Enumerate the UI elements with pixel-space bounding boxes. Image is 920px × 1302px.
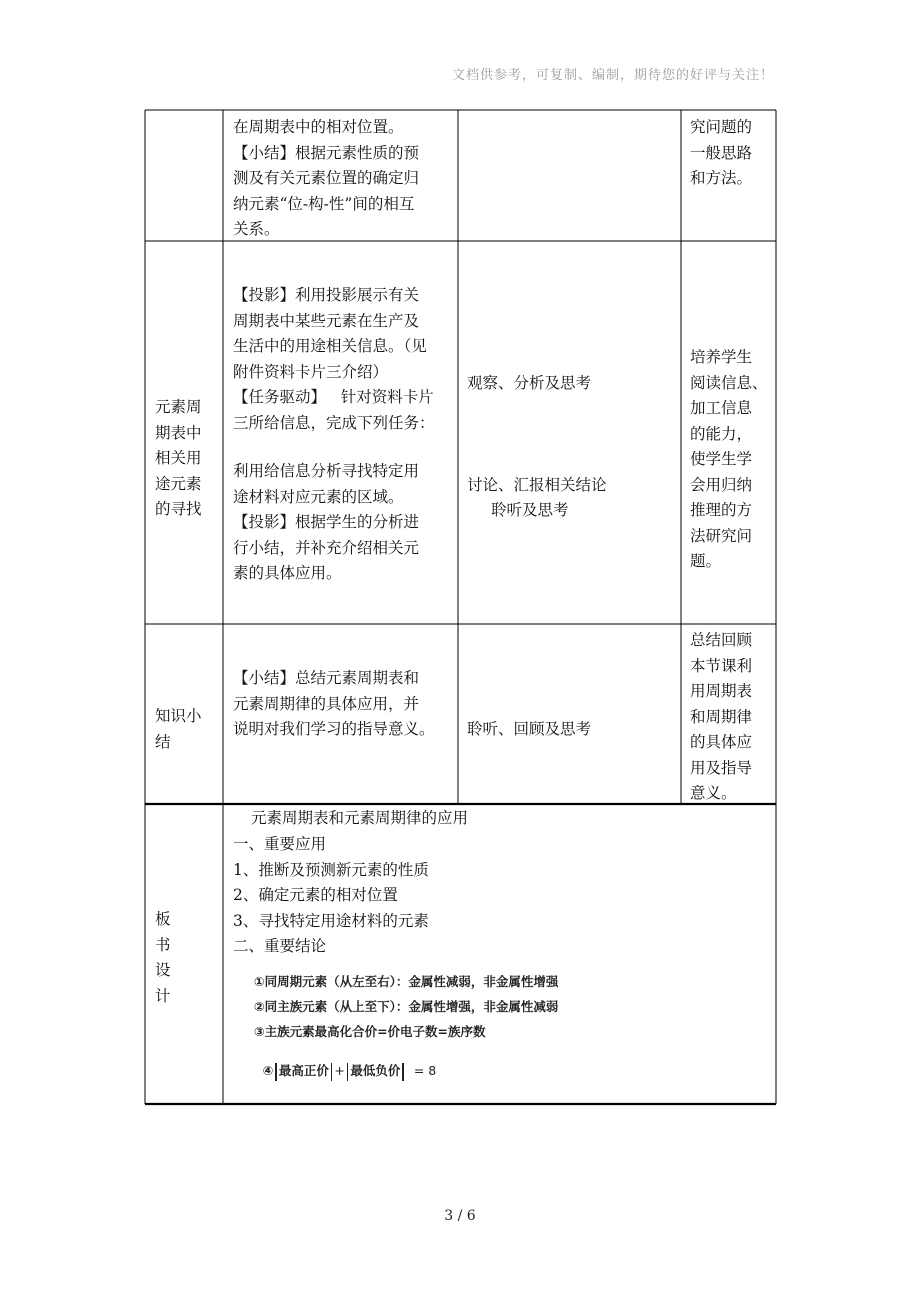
row0-teacher-cell: 在周期表中的相对位置。 【小结】根据元素性质的预 测及有关元素位置的确定归 纳元素“位-构-性”间的相互 关系。 [233, 118, 420, 238]
formula-line-1: ①同周期元素（从左至右）：金属性减弱，非金属性增强 [254, 974, 559, 989]
row2-intent-cell: 总结回顾 本节课利 用周期表 和周期律 的具体应 用及指导 意义。 [690, 631, 753, 802]
board-outline: 一、重要应用 1、推断及预测新元素的性质 2、确定元素的相对位置 3、寻找特定用途材料的元素 二、重要结论 [233, 835, 429, 955]
formula-4-prefix: ④ [262, 1063, 274, 1078]
row1-label-cell: 元素周 期表中 相关用 途元素 的寻找 [155, 398, 202, 518]
abs-bar-right-2 [402, 1063, 404, 1081]
row1-teacher-b: 利用给信息分析寻找特定用 途材料对应元素的区域。 【投影】根据学生的分析进 行小结，并补充介绍相关元 素的具体应用。 [233, 462, 420, 582]
row3-label-cell: 板 书 设 计 [155, 910, 171, 1005]
row2-student-cell: 聆听、回顾及思考 [467, 720, 592, 738]
abs-bar-left-1 [275, 1063, 277, 1081]
row0-intent-cell: 究问题的 一般思路 和方法。 [690, 118, 753, 187]
page-number: 3 / 6 [444, 1208, 476, 1224]
formula-4-max: 最高正价 [278, 1063, 329, 1078]
formula-4-op: + [334, 1063, 345, 1078]
formula-4-suffix: = 8 [413, 1063, 437, 1078]
row1-student-b: 讨论、汇报相关结论 [467, 476, 607, 494]
formula-line-4 [254, 1046, 436, 1081]
formula-4-min: 最低负价 [350, 1063, 401, 1078]
row1-teacher-a: 【投影】利用投影展示有关 周期表中某些元素在生产及 生活中的用途相关信息。（见 附件资料卡片三介绍） 【任务驱动】 针对资料卡片 三所给信息，完成下列任务： [233, 286, 435, 432]
row1-intent-cell: 培养学生 阅读信息、 加工信息 的能力， 使学生学 会用归纳 推理的方 法研究问 题。 [690, 348, 768, 570]
row1-student-a: 观察、分析及思考 [467, 374, 592, 392]
row2-label-cell: 知识小 结 [155, 707, 202, 751]
abs-bar-left-2 [347, 1063, 349, 1081]
formula-line-2: ②同主族元素（从上至下）：金属性增强，非金属性减弱 [254, 999, 559, 1014]
header-note: 文档供参考，可复制、编制，期待您的好评与关注！ [451, 68, 774, 83]
formula-line-3: ③主族元素最高化合价=价电子数=族序数 [254, 1024, 486, 1039]
abs-bar-right-1 [331, 1063, 333, 1081]
row2-teacher-cell: 【小结】总结元素周期表和 元素周期律的具体应用，并 说明对我们学习的指导意义。 [233, 669, 435, 738]
board-title: 元素周期表和元素周期律的应用 [251, 809, 469, 827]
row1-student-c: 聆听及思考 [491, 501, 569, 519]
